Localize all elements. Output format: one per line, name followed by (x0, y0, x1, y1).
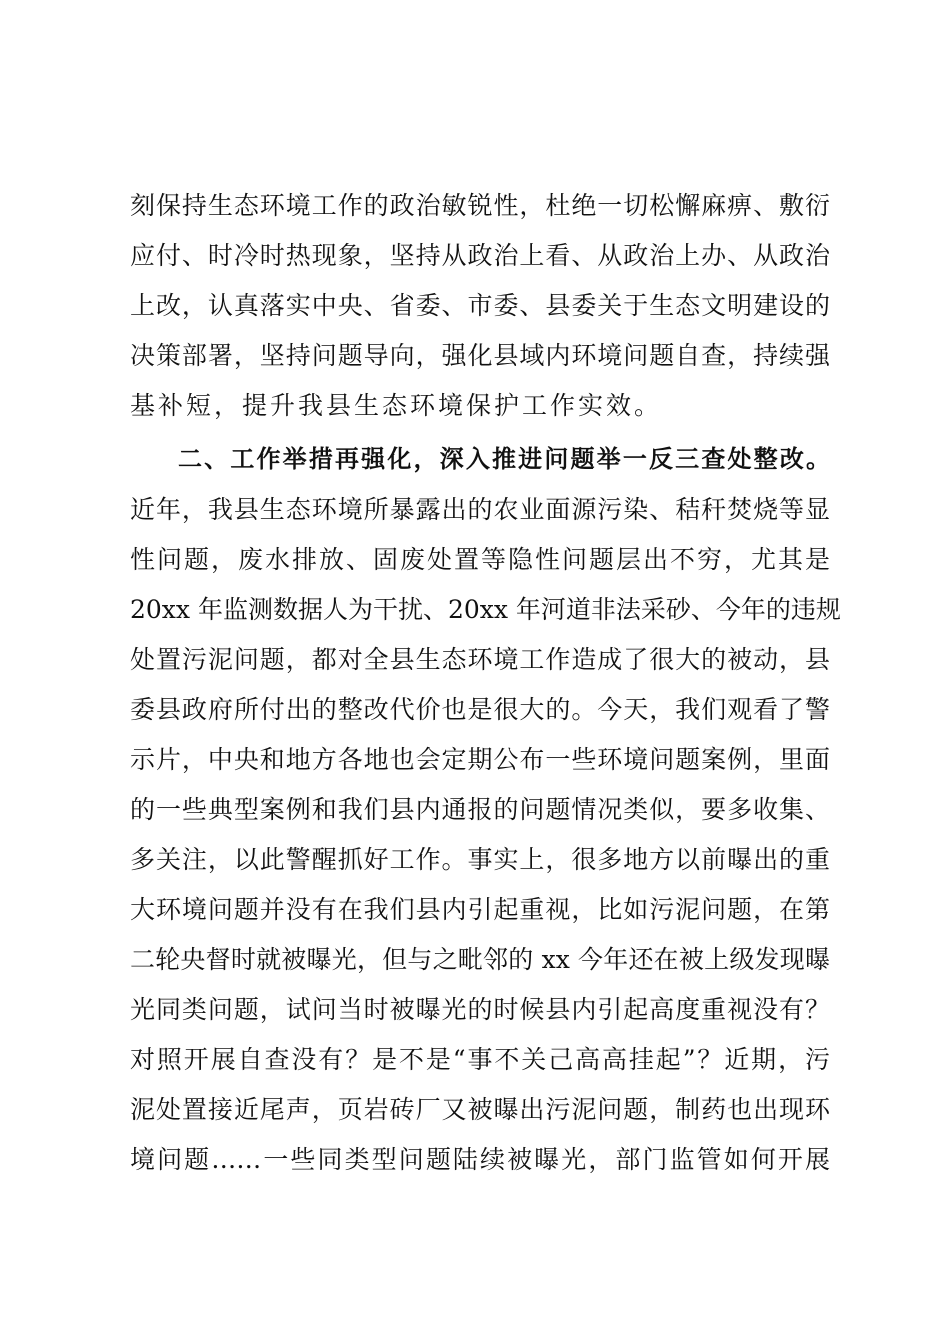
section2-line-8: 多关注，以此警醒抓好工作。事实上，很多地方以前曝出的重 (130, 845, 830, 874)
section2-line-9: 大环境问题并没有在我们县内引起重视，比如污泥问题，在第 (130, 895, 830, 924)
section2-line-3: 20xx 年监测数据人为干扰、20xx 年河道非法采砂、今年的违规 (130, 595, 841, 624)
section2-line-4: 处置污泥问题，都对全县生态环境工作造成了很大的被动，县 (130, 645, 830, 674)
section2-line-6: 示片，中央和地方各地也会定期公布一些环境问题案例，里面 (130, 745, 830, 774)
paragraph1-line-5: 基补短，提升我县生态环境保护工作实效。 (130, 391, 663, 420)
section2-line-1: 近年，我县生态环境所暴露出的农业面源污染、秸秆焚烧等显 (130, 495, 830, 524)
paragraph1-line-4: 决策部署，坚持问题导向，强化县域内环境问题自查，持续强 (130, 341, 830, 370)
paragraph1-line-1: 刻保持生态环境工作的政治敏锐性，杜绝一切松懈麻痹、敷衍 (130, 191, 830, 220)
section2-line-10: 二轮央督时就被曝光，但与之毗邻的 xx 今年还在被上级发现曝 (130, 945, 830, 974)
paragraph1-line-2: 应付、时冷时热现象，坚持从政治上看、从政治上办、从政治 (130, 241, 830, 270)
section-heading: 二、工作举措再强化，深入推进问题举一反三查处整改。 (178, 445, 830, 473)
section2-line-7: 的一些典型案例和我们县内通报的问题情况类似，要多收集、 (130, 795, 830, 824)
section2-line-13: 泥处置接近尾声，页岩砖厂又被曝出污泥问题，制药也出现环 (130, 1095, 830, 1124)
section2-line-12: 对照开展自查没有？是不是“事不关己高高挂起”？近期，污 (130, 1045, 830, 1074)
section2-line-2: 性问题，废水排放、固废处置等隐性问题层出不穷，尤其是 (130, 545, 830, 574)
section2-line-11: 光同类问题，试问当时被曝光的时候县内引起高度重视没有？ (130, 995, 830, 1024)
section2-line-14: 境问题……一些同类型问题陆续被曝光，部门监管如何开展 (130, 1145, 830, 1174)
paragraph1-line-3: 上改，认真落实中央、省委、市委、县委关于生态文明建设的 (130, 291, 830, 320)
section2-line-5: 委县政府所付出的整改代价也是很大的。今天，我们观看了警 (130, 695, 830, 724)
